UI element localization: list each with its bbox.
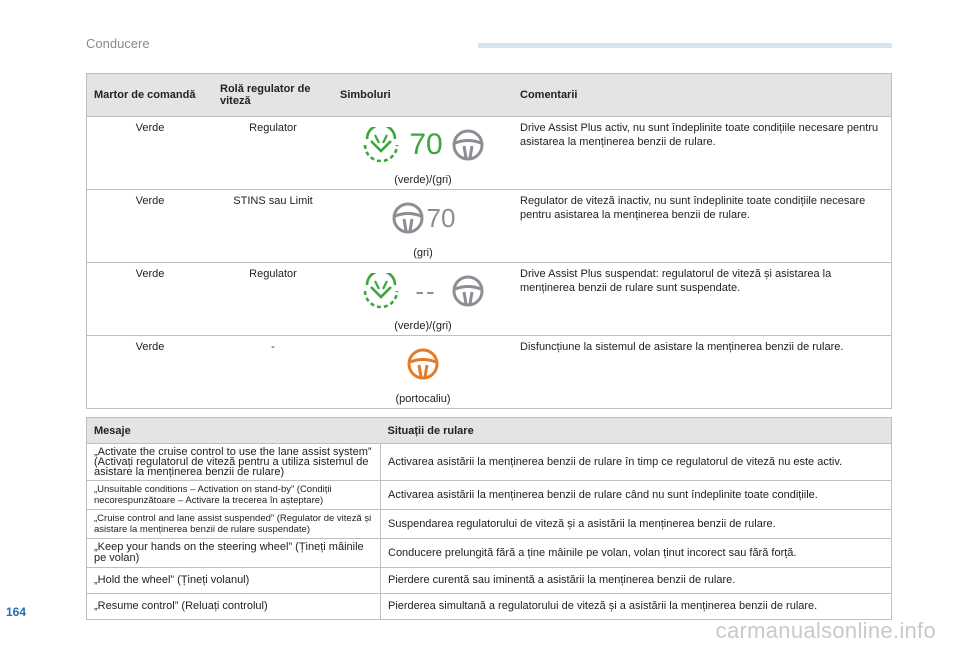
indicator-color: Verde: [87, 263, 214, 336]
message-text: „Keep your hands on the steering wheel” (Țineți mâinile pe volan): [87, 539, 381, 568]
table-row: [87, 594, 892, 620]
column-header: Martor de comandă: [87, 74, 214, 117]
message-text: „Unsuitable conditions – Activation on stand-by” (Condiții necorespunzătoare – Activare la trecerea în așteptare): [87, 481, 381, 510]
table-row: [87, 444, 892, 481]
regulator-role: Regulator: [213, 263, 333, 336]
situation-text: Suspendarea regulatorului de viteză și a asistării la menținerea benzii de rulare.: [381, 510, 892, 539]
comment: Drive Assist Plus activ, nu sunt îndeplinite toate condițiile necesare pentru asistarea la menținerea benzii de rulare.: [513, 117, 892, 190]
symbol-cell: [333, 336, 513, 409]
message-text: „Resume control” (Reluați controlul): [87, 594, 381, 620]
symbol-caption: (verde)/(gri): [394, 174, 452, 186]
situation-text: Conducere prelungită fără a ține mâinile pe volan, volan ținut incorect sau fără forță.: [381, 539, 892, 568]
table-row: [87, 510, 892, 539]
situation-text: Activarea asistării la menținerea benzii de rulare în timp ce regulatorul de viteză nu este activ.: [381, 444, 892, 481]
table-header-row: [87, 74, 892, 117]
comment: Regulator de viteză inactiv, nu sunt îndeplinite toate condițiile necesare pentru asistarea la menținerea benzii de rulare.: [513, 190, 892, 263]
indicator-color: Verde: [87, 190, 214, 263]
table-row: [87, 568, 892, 594]
symbol-cell: [333, 190, 513, 263]
column-header: Situații de rulare: [381, 418, 892, 444]
symbol-caption: (portocaliu): [395, 393, 451, 405]
indicator-color: Verde: [87, 336, 214, 409]
situation-text: Pierderea simultană a regulatorului de viteză și a asistării la menținerea benzii de rulare.: [381, 594, 892, 620]
steering-wheel-icon: [451, 128, 485, 162]
comment: Drive Assist Plus suspendat: regulatorul de viteză și asistarea la menținerea benzii de rulare sunt suspendate.: [513, 263, 892, 336]
header-divider-bar: [478, 43, 892, 48]
speed-setting: 70: [409, 128, 443, 161]
steering-wheel-hands-icon: [361, 127, 401, 163]
regulator-role: Regulator: [213, 117, 333, 190]
situation-text: Pierdere curentă sau iminentă a asistării la menținerea benzii de rulare.: [381, 568, 892, 594]
symbol-caption: (gri): [413, 247, 433, 259]
regulator-role: -: [213, 336, 333, 409]
indicator-table: [86, 73, 892, 409]
table-row: [87, 263, 892, 336]
steering-wheel-icon: [451, 274, 485, 308]
symbol-cell: [333, 117, 513, 190]
table-row: [87, 117, 892, 190]
column-header: Comentarii: [513, 74, 892, 117]
message-text: „Activate the cruise control to use the lane assist system” (Activați regulatorul de viteză pentru a utiliza sistemul de asistare la menținerea benzii de rulare): [87, 444, 381, 481]
column-header: Simboluri: [333, 74, 513, 117]
table-row: [87, 481, 892, 510]
speed-setting: --: [415, 276, 437, 306]
speed-setting: 70: [426, 203, 456, 233]
table-row: [87, 539, 892, 568]
regulator-role: STINS sau Limit: [213, 190, 333, 263]
symbol-caption: (verde)/(gri): [394, 320, 452, 332]
steering-wheel-hands-icon: [361, 273, 401, 309]
steering-wheel-icon: [391, 201, 425, 235]
steering-wheel-icon: [406, 347, 440, 381]
symbol-cell: [333, 263, 513, 336]
situation-text: Activarea asistării la menținerea benzii de rulare când nu sunt îndeplinite toate condițiile.: [381, 481, 892, 510]
column-header: Mesaje: [87, 418, 381, 444]
indicator-color: Verde: [87, 117, 214, 190]
table-row: [87, 190, 892, 263]
messages-table: [86, 417, 892, 620]
table-header-row: [87, 418, 892, 444]
message-text: „Cruise control and lane assist suspended” (Regulator de viteză și asistare la menținerea benzii de rulare suspendate): [87, 510, 381, 539]
page-number: 164: [6, 605, 27, 619]
comment: Disfuncțiune la sistemul de asistare la menținerea benzii de rulare.: [513, 336, 892, 409]
column-header: Rolă regulator de viteză: [213, 74, 333, 117]
message-text: „Hold the wheel” (Țineți volanul): [87, 568, 381, 594]
table-row: [87, 336, 892, 409]
section-title: Conducere: [86, 36, 150, 51]
watermark: carmanualsonline.info: [715, 618, 936, 643]
